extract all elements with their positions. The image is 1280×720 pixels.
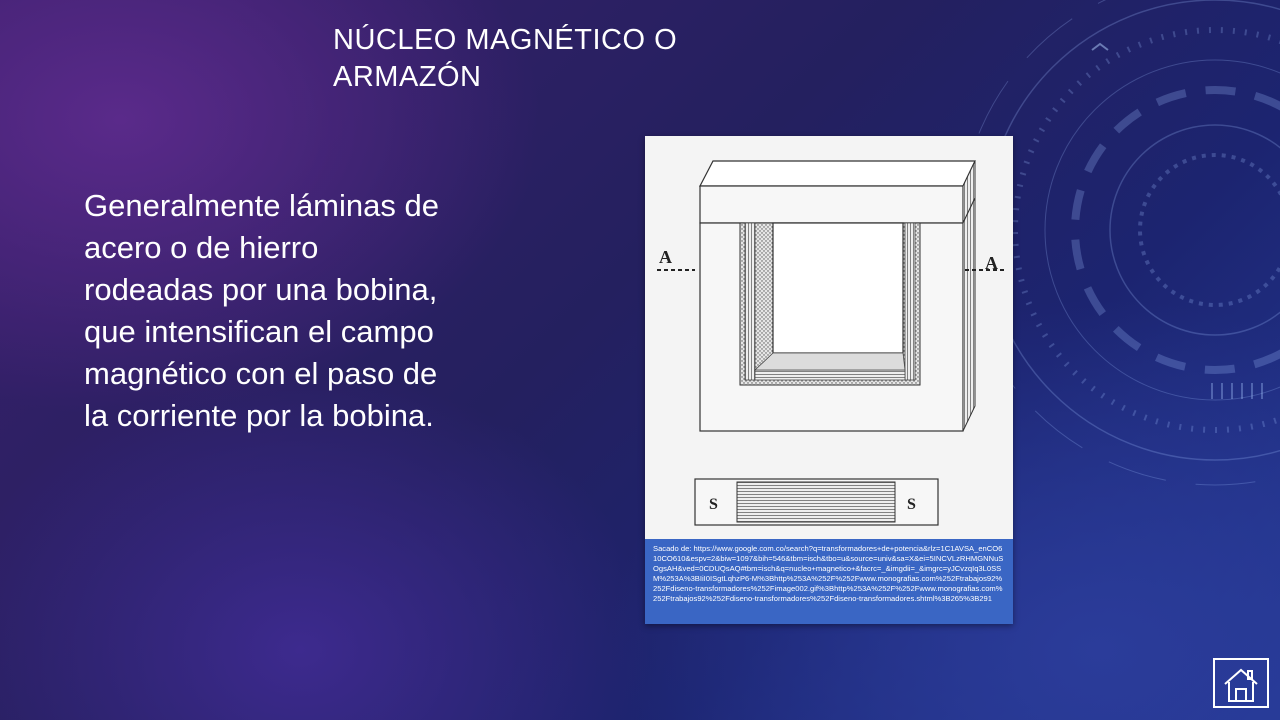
section-label-left: A [659,247,672,267]
cross-section-label-right: S [907,496,916,513]
image-source-caption: Sacado de: https://www.google.com.co/search?q=transformadores+de+potencia&rlz=1C1AVSA_enCO610CO610&espv=2&biw=1097&bih=546&tbm=isch&tbo=u&source=univ&sa=X&ei=5INCVLzRHMGNNuSOgsAH&ved=0CDUQsAQ#tbm=isch&q=nucleo+magnetico+&facrc=_&imgdii=_&imgrc=yJCvzqIq3L0SSM%253A%3BIiI0ISgtLqhzP6-M%3Bhttp%253A%252F%252Fwww.monografias.com%252Ftrabajos92%252Fdiseno-transformadores%252Fimage002.gif%3Bhttp%253A%252F%252Fwww.monografias.com%252Ftrabajos92%252Fdiseno-transformadores%252Fdiseno-transformadores.shtml%3B265%3B291 [645,539,1013,624]
core-diagram-figure [645,136,1013,624]
slide-title: NÚCLEO MAGNÉTICO O ARMAZÓN [333,24,678,93]
home-button[interactable] [1213,658,1269,708]
cross-section-label-left: S [709,496,718,513]
slide-body-text: Generalmente láminas de acero o de hierro rodeadas por una bobina, que intensifican el campo magnético con el paso de la corriente por la bobina. [84,188,439,433]
section-label-right: A [985,253,998,273]
core-diagram [645,136,1013,539]
home-icon [1221,664,1261,704]
